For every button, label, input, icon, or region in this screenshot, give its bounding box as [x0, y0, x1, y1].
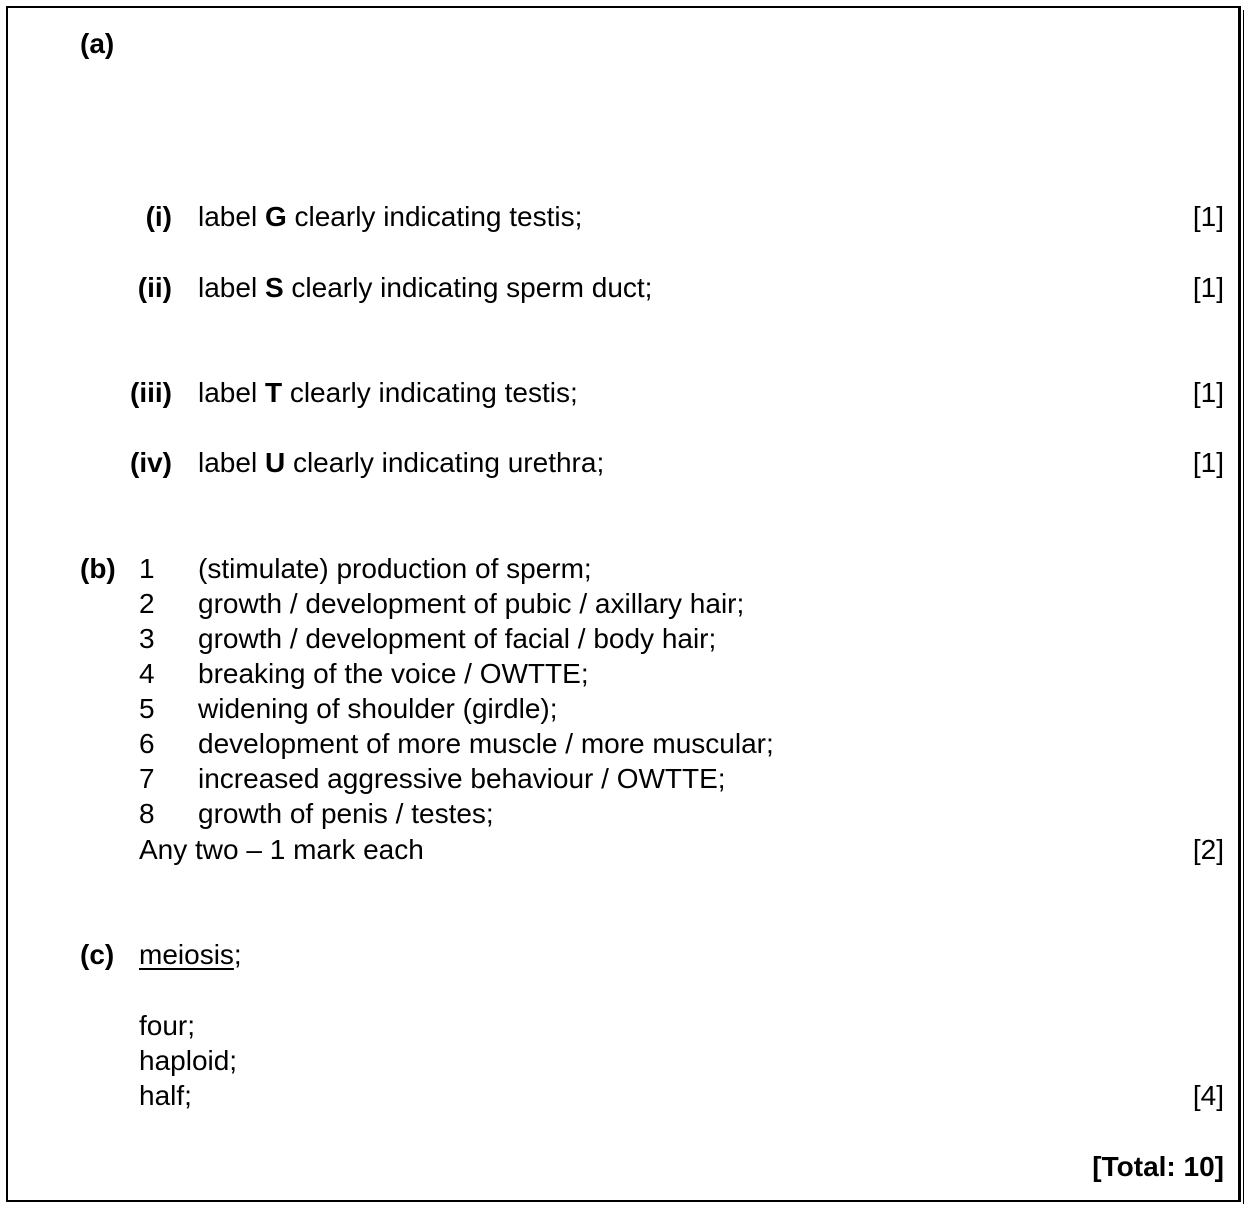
list-item-number: 5 [139, 693, 155, 724]
list-item-text: development of more muscle / more muscular; [198, 728, 774, 759]
answer-line: haploid; [139, 1045, 238, 1076]
part-b-label: (b) [80, 553, 116, 584]
list-item-text: growth of penis / testes; [198, 798, 494, 829]
item-text: label S clearly indicating sperm duct; [198, 272, 653, 303]
item-number: (iii) [130, 377, 172, 408]
list-item-number: 1 [139, 553, 155, 584]
item-text: label G clearly indicating testis; [198, 201, 583, 232]
item-number: (iv) [130, 447, 172, 478]
list-item-number: 8 [139, 798, 155, 829]
item-text: label U clearly indicating urethra; [198, 447, 605, 478]
list-item-text: increased aggressive behaviour / OWTTE; [198, 763, 726, 794]
list-item-text: widening of shoulder (girdle); [198, 693, 558, 724]
list-item-number: 4 [139, 658, 155, 689]
list-item-number: 3 [139, 623, 155, 654]
list-item-text: breaking of the voice / OWTTE; [198, 658, 589, 689]
part-b-mark: [2] [1192, 834, 1224, 865]
part-c-mark: [4] [1192, 1080, 1224, 1111]
item-number: (ii) [137, 272, 172, 303]
item-number: (i) [145, 201, 172, 232]
list-item-text: (stimulate) production of sperm; [198, 553, 592, 584]
list-item-text: growth / development of pubic / axillary hair; [198, 588, 745, 619]
marking-note: Any two – 1 mark each [139, 834, 424, 865]
page-edge-line [1243, 10, 1244, 1204]
item-mark: [1] [1192, 201, 1224, 232]
item-mark: [1] [1192, 272, 1224, 303]
part-c-label: (c) [80, 939, 115, 970]
list-item-number: 7 [139, 763, 155, 794]
item-mark: [1] [1192, 447, 1224, 478]
underlined-keyword: meiosis [139, 939, 234, 970]
list-item-number: 6 [139, 728, 155, 759]
list-item-number: 2 [139, 588, 155, 619]
item-mark: [1] [1192, 377, 1224, 408]
total-marks: [Total: 10] [1092, 1151, 1224, 1182]
item-text: label T clearly indicating testis; [198, 377, 578, 408]
list-item-text: growth / development of facial / body hair; [198, 623, 717, 654]
answer-line: four; [139, 1010, 196, 1041]
part-a-label: (a) [80, 28, 115, 59]
answer-line: meiosis; [139, 939, 242, 970]
answer-line: half; [139, 1080, 192, 1111]
